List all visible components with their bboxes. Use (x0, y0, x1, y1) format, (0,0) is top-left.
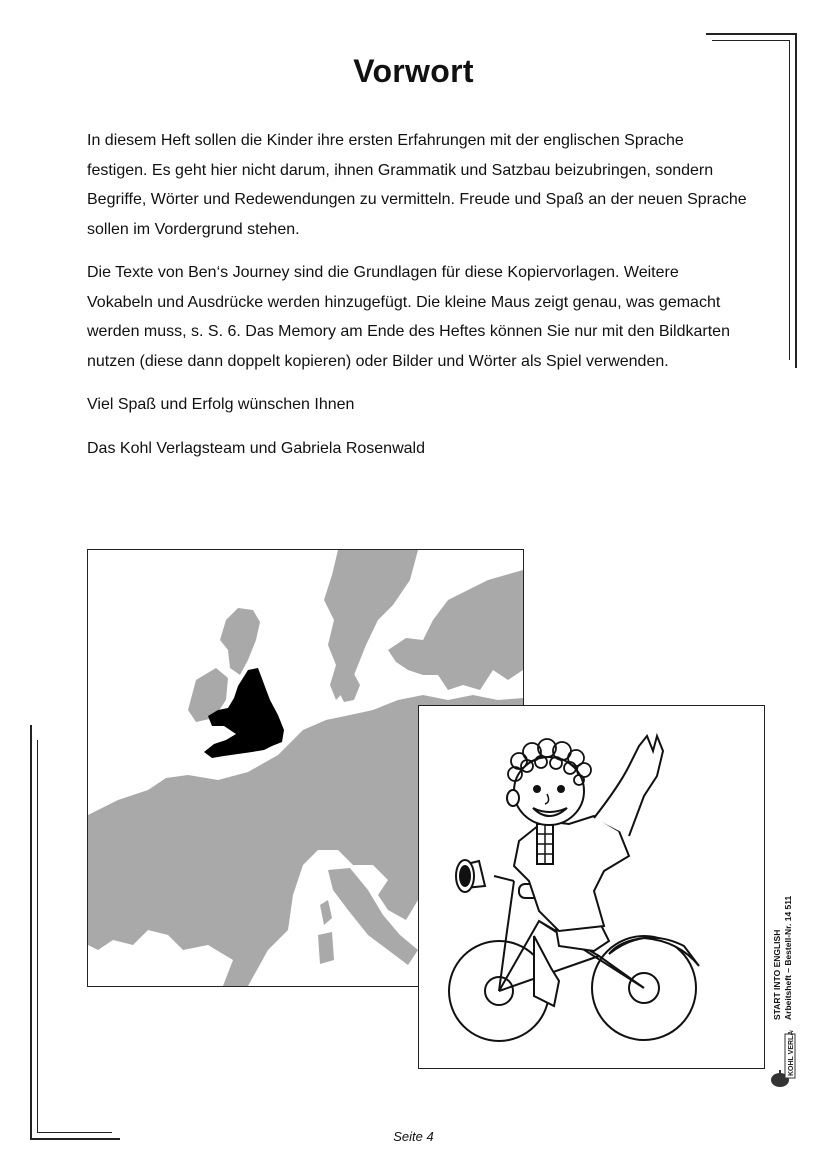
kohl-verlag-logo (768, 1030, 800, 1090)
publisher-info (772, 850, 812, 1020)
page-number: Seite 4 (393, 1129, 434, 1144)
paragraph-signature: Das Kohl Verlagsteam und Gabriela Rosenwald (87, 439, 425, 457)
frame-top-right-h2 (712, 40, 790, 41)
map-scotland (220, 608, 260, 675)
shirt (514, 816, 629, 931)
tree-logo-icon (768, 1030, 800, 1090)
logo-text: KOHL VERLAG (788, 1030, 795, 1076)
frame-bottom-left-v1 (30, 725, 32, 1139)
paragraph-texts: Die Texte von Ben‘s Journey sind die Grundlagen für diese Kopiervorlagen. Weitere Vokabeln und Ausdrücke werden hinzugefügt. Die kleine Maus zeigt genau, was gemacht werden muss, s. S. 6. Das Memory am Ende des Heftes können Sie nur mit den Bildkarten nutzen (diese dann doppelt kopieren) oder Bilder und Wörter als Spiel verwenden. (87, 264, 730, 370)
paragraph-greeting: Viel Spaß und Erfolg wünschen Ihnen (87, 396, 355, 413)
boy-on-bike-illustration (419, 706, 764, 1068)
publisher-info-text (772, 850, 812, 1020)
boy-on-bike-image (418, 705, 765, 1069)
foreword-text (87, 126, 747, 477)
order-number: Arbeitsheft – Bestell-Nr. 14 511 (783, 895, 793, 1020)
waving-arm (594, 736, 663, 836)
page-title: Vorwort (353, 53, 474, 90)
frame-bottom-left-v2 (37, 740, 38, 1133)
series-title: START INTO ENGLISH (772, 929, 782, 1020)
paragraph-intro: In diesem Heft sollen die Kinder ihre ersten Erfahrungen mit der englischen Sprache festigen. Es geht hier nicht darum, ihnen Grammatik und Satzbau beizubringen, sondern Begriffe, Wörter und Redewendungen zu vermitteln. Freude und Spaß an der neuen Sprache sollen im Vordergrund stehen. (87, 132, 747, 238)
map-corsica (320, 900, 332, 925)
map-sardinia (318, 932, 334, 964)
map-denmark (338, 670, 360, 702)
frame-top-right-h1 (706, 33, 796, 35)
